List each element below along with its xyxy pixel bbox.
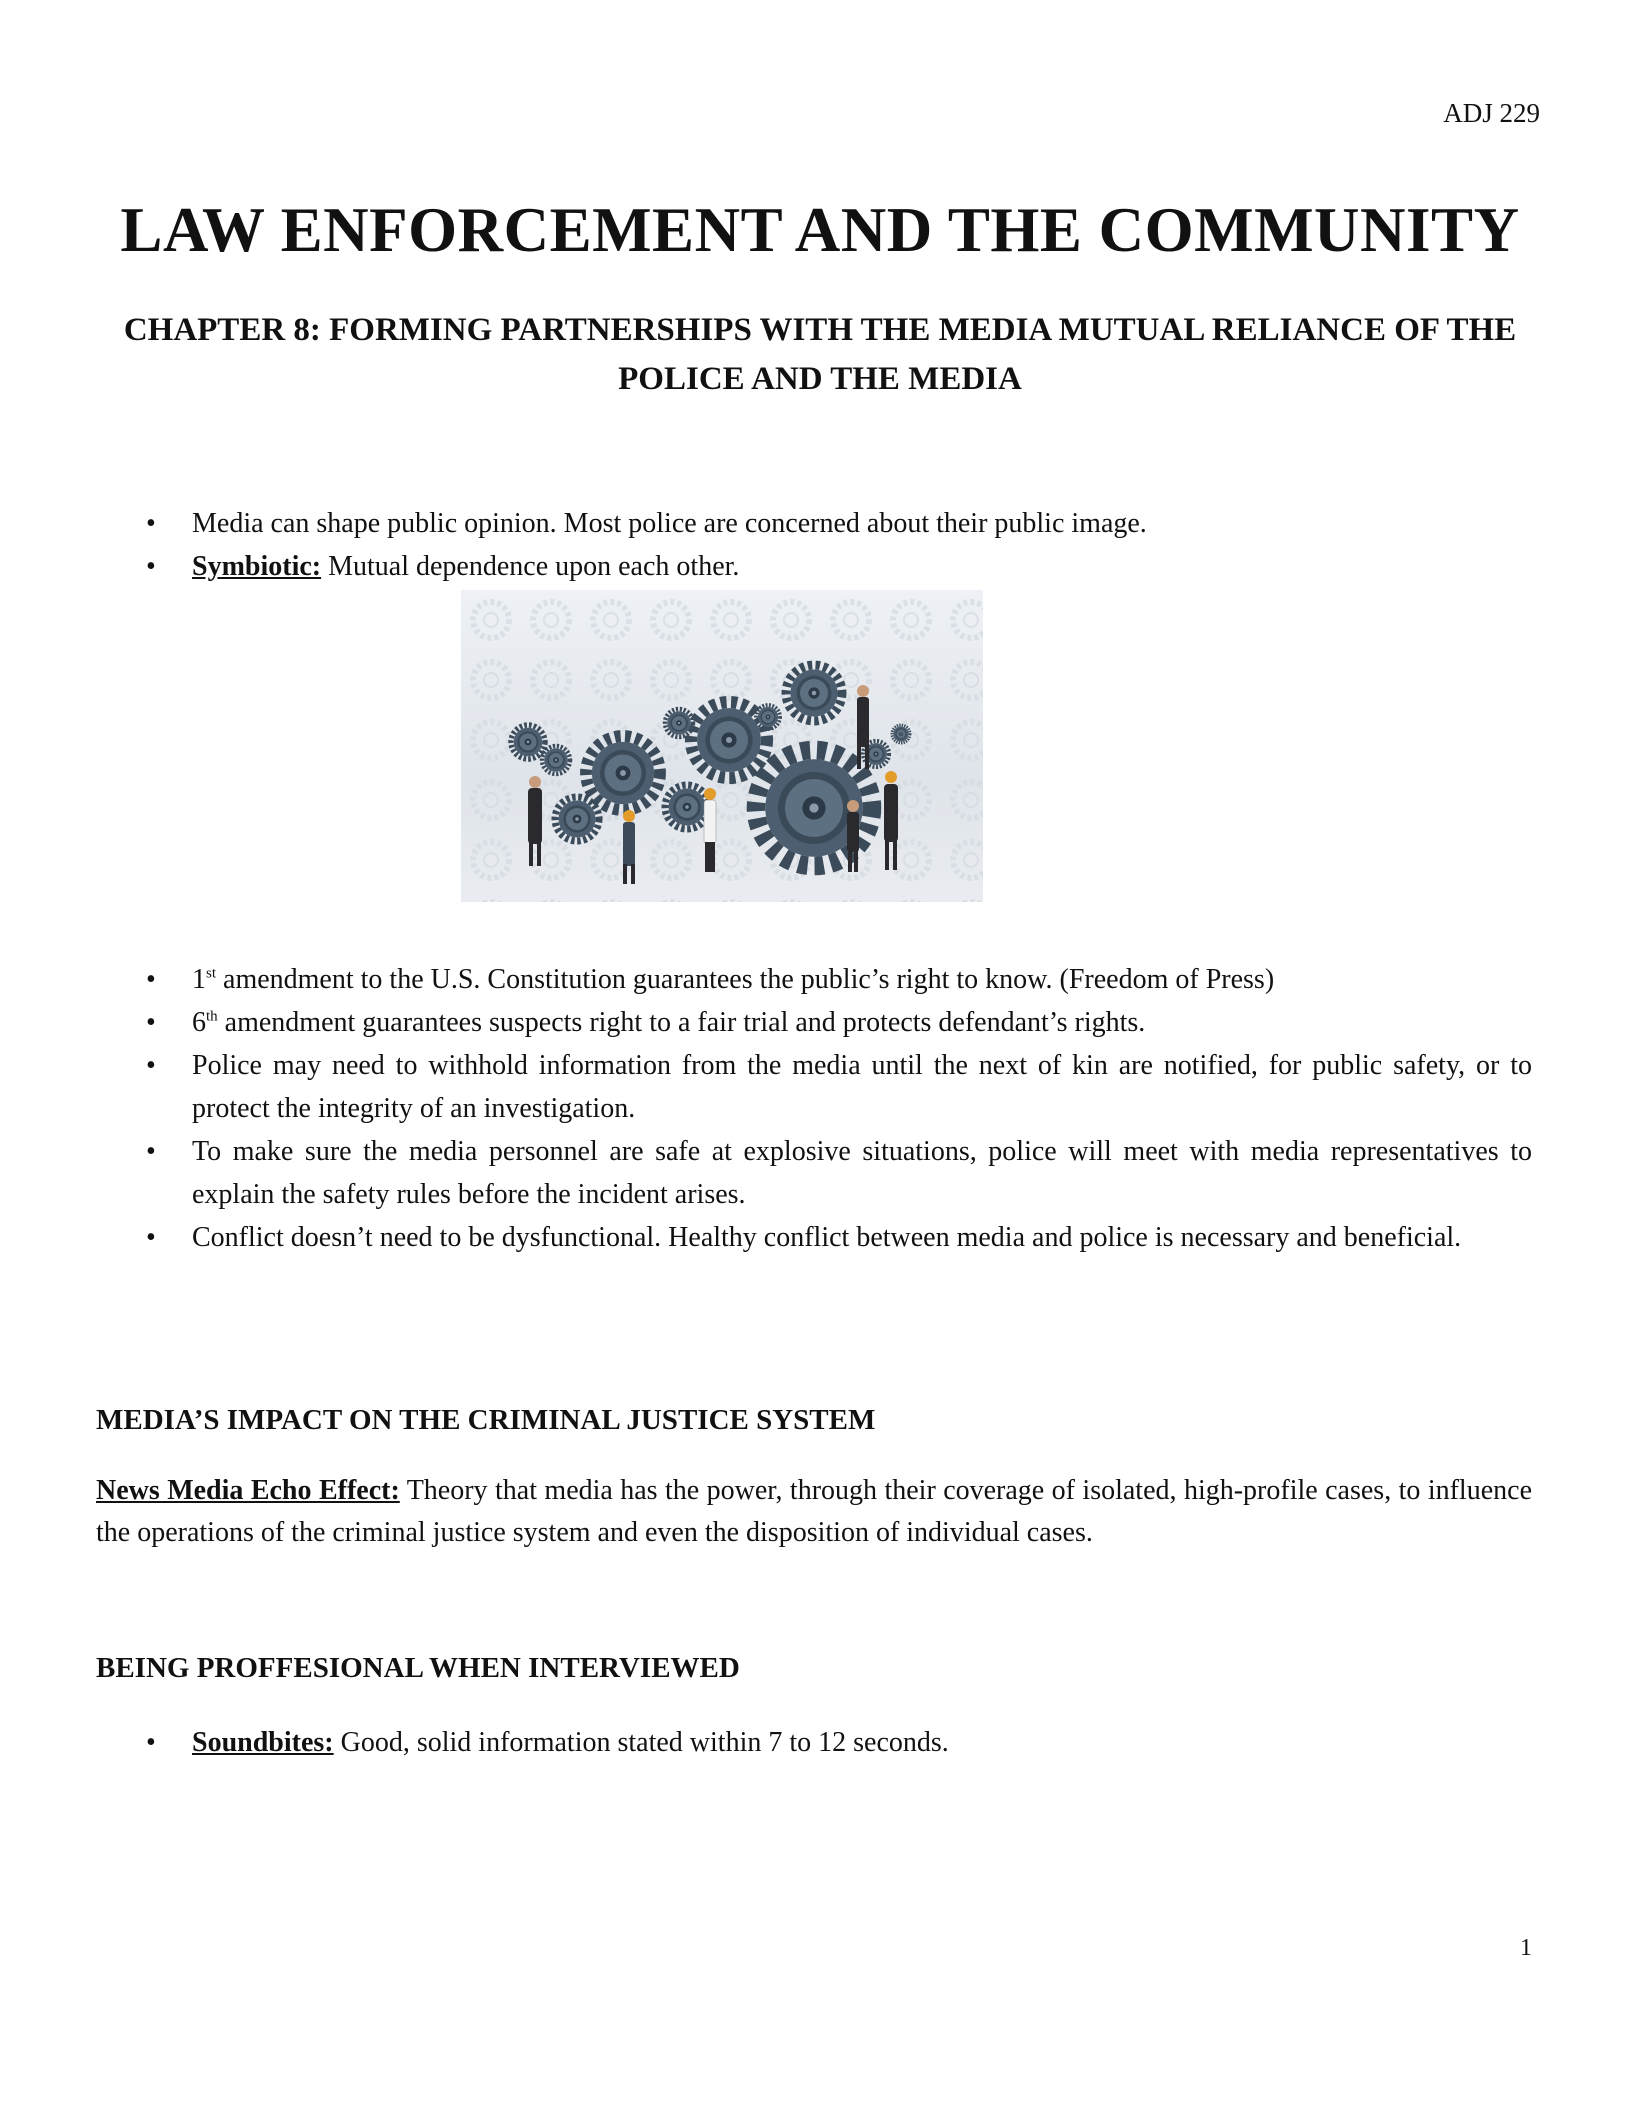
bullet-text: Media can shape public opinion. Most police are concerned about their public image.	[192, 508, 1147, 539]
list-item	[0, 502, 1640, 545]
bullet-icon: •	[146, 1007, 156, 1038]
ordinal-suffix: st	[206, 965, 217, 982]
page-number: 1	[1520, 1935, 1532, 1961]
bullet-text: amendment to the U.S. Constitution guarantees the public’s right to know. (Freedom of Press)	[216, 964, 1275, 995]
list-item	[0, 1044, 1640, 1130]
echo-effect-paragraph	[96, 1470, 1532, 1554]
main-bullet-list	[0, 958, 1640, 1259]
list-item	[0, 1130, 1640, 1216]
chapter-subtitle: CHAPTER 8: FORMING PARTNERSHIPS WITH THE MEDIA MUTUAL RELIANCE OF THE POLICE AND THE MEDIA	[123, 312, 1517, 397]
list-item	[0, 1001, 1640, 1044]
bullet-icon: •	[146, 1050, 156, 1081]
bullet-text: Mutual dependence upon each other.	[321, 551, 740, 582]
intro-bullet-list	[0, 502, 1640, 588]
bullet-icon: •	[146, 551, 156, 582]
bullet-icon: •	[146, 1727, 156, 1758]
list-item	[0, 545, 1640, 588]
term-label: News Media Echo Effect:	[96, 1475, 400, 1506]
paragraph-text: Theory that media has the power, through their coverage of isolated, high-profile cases, to influence the operations of the criminal justice system and even the disposition of individual cases.	[96, 1475, 1532, 1548]
ordinal-suffix: th	[206, 1008, 218, 1025]
page-title: LAW ENFORCEMENT AND THE COMMUNITY	[120, 195, 1520, 265]
interview-bullet-list	[0, 1721, 1640, 1764]
bullet-text: Good, solid information stated within 7 to 12 seconds.	[333, 1727, 949, 1758]
ordinal-number: 6	[192, 1007, 206, 1038]
bullet-icon: •	[146, 1136, 156, 1167]
bullet-text: To make sure the media personnel are safe at explosive situations, police will meet with media representatives to explain the safety rules before the incident arises.	[192, 1136, 1532, 1210]
section-heading-interviewed: BEING PROFFESIONAL WHEN INTERVIEWED	[96, 1652, 740, 1684]
course-code: ADJ 229	[1443, 98, 1540, 128]
ordinal-number: 1	[192, 964, 206, 995]
bullet-icon: •	[146, 1222, 156, 1253]
bullet-text: Conflict doesn’t need to be dysfunctional. Healthy conflict between media and police is necessary and beneficial.	[192, 1222, 1462, 1253]
section-heading-media-impact: MEDIA’S IMPACT ON THE CRIMINAL JUSTICE SYSTEM	[96, 1404, 876, 1436]
term-label: Soundbites:	[192, 1727, 334, 1758]
gears-teamwork-image	[461, 590, 983, 902]
bullet-icon: •	[146, 508, 156, 539]
gears-illustration-icon	[461, 590, 983, 902]
bullet-text: Police may need to withhold information from the media until the next of kin are notified, for public safety, or to protect the integrity of an investigation.	[192, 1050, 1532, 1124]
list-item	[0, 1721, 1640, 1764]
term-label: Symbiotic:	[192, 551, 322, 582]
bullet-icon: •	[146, 964, 156, 995]
bullet-text: amendment guarantees suspects right to a fair trial and protects defendant’s rights.	[217, 1007, 1146, 1038]
list-item	[0, 1216, 1640, 1259]
list-item	[0, 958, 1640, 1001]
